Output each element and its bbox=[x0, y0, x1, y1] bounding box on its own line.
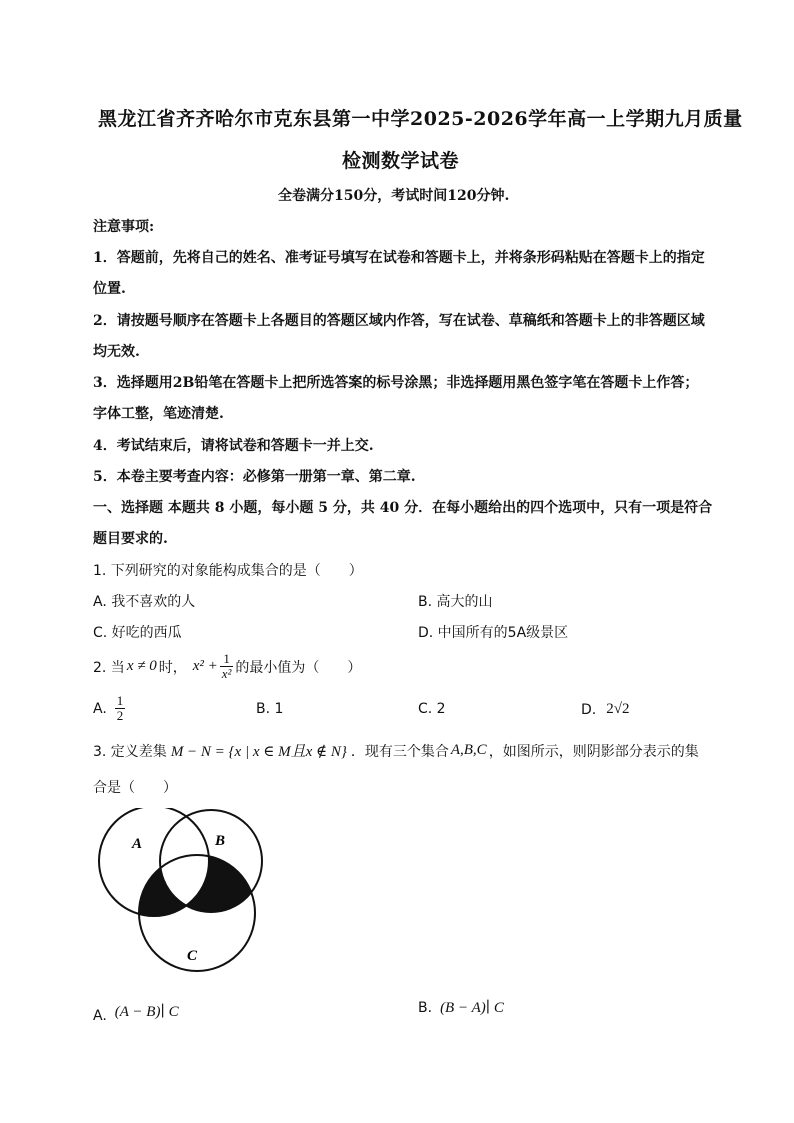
q3-option-b bbox=[418, 998, 504, 1017]
q1-option-b: B. 高大的山 bbox=[418, 594, 493, 610]
q2-condition: x ≠ 0 bbox=[126, 658, 157, 674]
q2-option-c: C. 2 bbox=[418, 701, 446, 717]
q2-option-b: B. 1 bbox=[256, 701, 284, 717]
q2-option-a-label: A. bbox=[93, 700, 107, 717]
q3-mid: ．现有三个集合 bbox=[350, 743, 449, 760]
q2-option-a-denominator: 2 bbox=[116, 708, 124, 723]
q2-option-d-label: D. bbox=[581, 701, 597, 718]
note-item-3-line1: 3．选择题用2B铅笔在答题卡上把所选答案的标号涂黑；非选择题用黑色签字笔在答题卡上作答； bbox=[93, 375, 699, 391]
note-item-4: 4．考试结束后，请将试卷和答题卡一并上交. bbox=[93, 438, 374, 454]
q2-option-a-numerator: 1 bbox=[116, 693, 124, 708]
question-3-stem bbox=[93, 740, 699, 761]
q3-definition: M − N = {x | x ∈ M且x ∉ N} bbox=[170, 744, 347, 760]
note-item-1-line2: 位置. bbox=[93, 281, 126, 297]
note-item-1-line1: 1．答题前，先将自己的姓名、准考证号填写在试卷和答题卡上，并将条形码粘贴在答题卡上的指定 bbox=[93, 250, 705, 266]
page-title: 黑龙江省齐齐哈尔市克东县第一中学2025-2026学年高一上学期九月质量 bbox=[98, 108, 743, 130]
note-item-5: 5．本卷主要考查内容：必修第一册第一章、第二章. bbox=[93, 469, 416, 485]
notes-heading: 注意事项: bbox=[93, 219, 155, 235]
note-item-2-line2: 均无效. bbox=[93, 344, 140, 360]
q1-option-d: D. 中国所有的5A级景区 bbox=[418, 625, 569, 641]
q3-prefix: 3. 定义差集 bbox=[93, 743, 167, 760]
question-1-stem: 1. 下列研究的对象能构成集合的是（ ） bbox=[93, 563, 363, 579]
q3-suffix: ，如图所示，则阴影部分表示的集 bbox=[488, 743, 699, 760]
q2-fraction bbox=[220, 652, 234, 681]
q1-option-a: A. 我不喜欢的人 bbox=[93, 594, 196, 610]
note-item-2-line1: 2．请按题号顺序在答题卡上各题目的答题区域内作答，写在试卷、草稿纸和答题卡上的非答题区域 bbox=[93, 313, 705, 329]
exam-subtitle: 全卷满分150分，考试时间120分钟. bbox=[278, 188, 510, 204]
q2-mid: 时， bbox=[158, 659, 187, 676]
question-2-stem bbox=[93, 652, 361, 681]
q3-option-b-expr: (B − A)∣ C bbox=[440, 1000, 504, 1016]
q1-option-c: C. 好吃的西瓜 bbox=[93, 625, 182, 641]
q2-prefix: 2. 当 bbox=[93, 659, 125, 676]
venn-label-b: B bbox=[215, 833, 226, 849]
q2-fraction-numerator: 1 bbox=[220, 652, 234, 667]
q2-option-a-fraction bbox=[115, 694, 126, 723]
q2-suffix: 的最小值为（ ） bbox=[235, 659, 362, 676]
venn-label-c: C bbox=[187, 948, 198, 964]
q3-option-a-expr: (A − B)∣ C bbox=[114, 1003, 179, 1020]
note-item-3-line2: 字体工整，笔迹清楚. bbox=[93, 406, 224, 422]
q3-option-b-label: B. bbox=[418, 999, 433, 1016]
question-3-stem-line2: 合是（ ） bbox=[93, 780, 177, 796]
q3-option-a-label: A. bbox=[93, 1008, 107, 1024]
q2-fraction-denominator: x² bbox=[221, 666, 232, 681]
q2-option-d-value: 2√2 bbox=[606, 701, 630, 717]
page-title-line2: 检测数学试卷 bbox=[342, 150, 460, 172]
venn-diagram bbox=[92, 808, 272, 983]
q2-option-a bbox=[93, 694, 125, 723]
q3-option-a bbox=[93, 998, 179, 1024]
q2-expression: x² + bbox=[192, 658, 218, 674]
q3-sets: A,B,C bbox=[450, 742, 487, 758]
q2-option-d bbox=[581, 701, 629, 718]
section-1-heading: 一、选择题 本题共 8 小题，每小题 5 分，共 40 分．在每小题给出的四个选项中，只有一项是符合 bbox=[93, 500, 713, 516]
section-1-heading-line2: 题目要求的. bbox=[93, 531, 168, 547]
venn-label-a: A bbox=[132, 836, 143, 852]
